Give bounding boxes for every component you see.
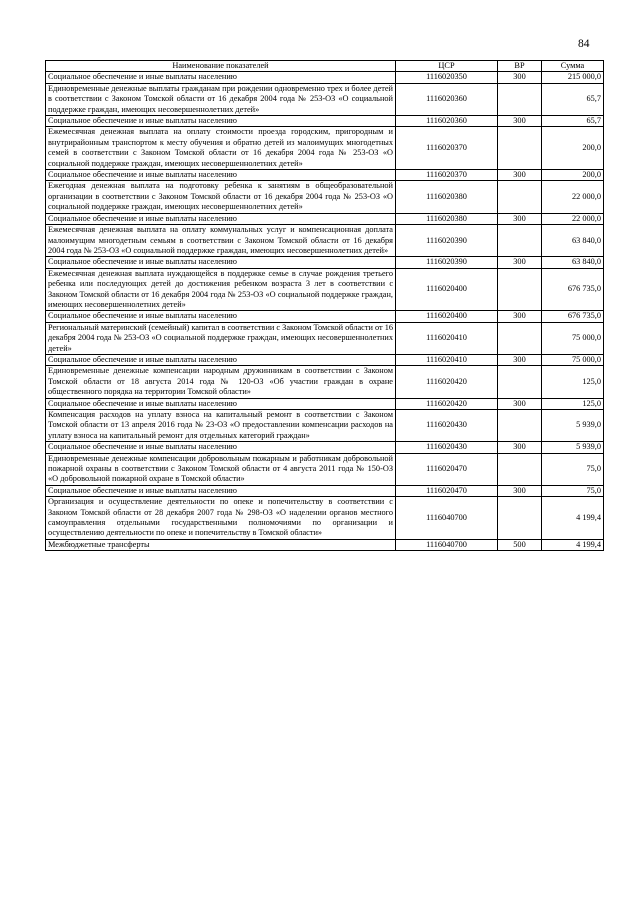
table-row: [46, 72, 604, 83]
row-vr-cell: 500: [498, 539, 542, 550]
row-vr-cell: 300: [498, 213, 542, 224]
table-row: [46, 127, 604, 170]
row-name-cell: Социальное обеспечение и иные выплаты населению: [46, 170, 396, 181]
budget-table: [45, 60, 604, 551]
row-vr-cell: [498, 410, 542, 442]
table-body: [46, 72, 604, 551]
table-row: [46, 410, 604, 442]
row-vr-cell: 300: [498, 485, 542, 496]
row-name-cell: Социальное обеспечение и иные выплаты населению: [46, 213, 396, 224]
table-row: [46, 311, 604, 322]
row-sum-cell: 75,0: [542, 453, 604, 485]
row-name-cell: Ежегодная денежная выплата на подготовку ребенка к занятиям в общеобразовательной организации в соответствии с Законом Томской области от 16 декабря 2004 года № 253-ОЗ «О социальной поддержке граждан, имеющих несовершеннолетних детей»: [46, 181, 396, 213]
header-sum: Сумма: [542, 61, 604, 72]
row-sum-cell: 65,7: [542, 83, 604, 115]
row-name-cell: Ежемесячная денежная выплата на оплату коммунальных услуг и компенсационная доплата малоимущим многодетным семьям в соответствии с Законом Томской области от 16 декабря 2004 года № 253-ОЗ «О социальной поддержке граждан, имеющих несовершеннолетних детей»: [46, 225, 396, 257]
row-vr-cell: 300: [498, 257, 542, 268]
row-sum-cell: 125,0: [542, 398, 604, 409]
row-vr-cell: [498, 225, 542, 257]
row-name-cell: Региональный материнский (семейный) капитал в соответствии с Законом Томской области от 16 декабря 2004 года № 253-ОЗ «О социальной поддержке граждан, имеющих несовершеннолетних детей»: [46, 322, 396, 354]
row-name-cell: Единовременные денежные компенсации народным дружинникам в соответствии с Законом Томской области от 18 августа 2014 года № 120-ОЗ «Об участии граждан в охране общественного порядка на территории Томской области»: [46, 366, 396, 398]
row-sum-cell: 676 735,0: [542, 268, 604, 311]
row-vr-cell: 300: [498, 72, 542, 83]
table-row: [46, 539, 604, 550]
table-header-row: [46, 61, 604, 72]
row-sum-cell: 75,0: [542, 485, 604, 496]
row-csr-cell: 1116020410: [396, 322, 498, 354]
header-csr: ЦСР: [396, 61, 498, 72]
row-sum-cell: 676 735,0: [542, 311, 604, 322]
table-row: [46, 442, 604, 453]
row-name-cell: Социальное обеспечение и иные выплаты населению: [46, 257, 396, 268]
row-sum-cell: 75 000,0: [542, 354, 604, 365]
row-sum-cell: 5 939,0: [542, 442, 604, 453]
row-csr-cell: 1116020470: [396, 485, 498, 496]
row-name-cell: Социальное обеспечение и иные выплаты населению: [46, 485, 396, 496]
row-sum-cell: 200,0: [542, 127, 604, 170]
row-csr-cell: 1116020380: [396, 213, 498, 224]
row-vr-cell: [498, 453, 542, 485]
row-csr-cell: 1116020430: [396, 442, 498, 453]
row-name-cell: Социальное обеспечение и иные выплаты населению: [46, 398, 396, 409]
row-vr-cell: 300: [498, 354, 542, 365]
row-csr-cell: 1116020390: [396, 225, 498, 257]
table-row: [46, 485, 604, 496]
row-vr-cell: [498, 268, 542, 311]
row-csr-cell: 1116020420: [396, 366, 498, 398]
header-vr: ВР: [498, 61, 542, 72]
table-row: [46, 83, 604, 115]
table-row: [46, 497, 604, 540]
row-name-cell: Единовременные денежные выплаты гражданам при рождении одновременно трех и более детей в соответствии с Законом Томской области от 16 декабря 2004 года № 253-ОЗ «О социальной поддержке граждан, имеющих несовершеннолетних детей»: [46, 83, 396, 115]
row-sum-cell: 75 000,0: [542, 322, 604, 354]
table-row: [46, 398, 604, 409]
table-row: [46, 268, 604, 311]
row-sum-cell: 63 840,0: [542, 225, 604, 257]
row-vr-cell: [498, 497, 542, 540]
row-sum-cell: 22 000,0: [542, 213, 604, 224]
row-csr-cell: 1116020410: [396, 354, 498, 365]
row-name-cell: Социальное обеспечение и иные выплаты населению: [46, 311, 396, 322]
row-csr-cell: 1116040700: [396, 497, 498, 540]
row-name-cell: Социальное обеспечение и иные выплаты населению: [46, 354, 396, 365]
row-name-cell: Организация и осуществление деятельности по опеке и попечительству в соответствии с Законом Томской области от 28 декабря 2007 года № 298-ОЗ «О наделении органов местного самоуправления отдельными государственными полномочиями по организации и осуществлению деятельности по опеке и попечительству в Томской области»: [46, 497, 396, 540]
table-row: [46, 366, 604, 398]
table-row: [46, 181, 604, 213]
row-csr-cell: 1116020420: [396, 398, 498, 409]
row-csr-cell: 1116040700: [396, 539, 498, 550]
row-vr-cell: 300: [498, 170, 542, 181]
row-csr-cell: 1116020370: [396, 127, 498, 170]
row-sum-cell: 22 000,0: [542, 181, 604, 213]
row-vr-cell: [498, 366, 542, 398]
row-name-cell: Компенсация расходов на уплату взноса на капитальный ремонт в соответствии с Законом Томской области от 13 апреля 2016 года № 23-ОЗ «О предоставлении компенсации расходов на уплату взноса на капитальный ремонт для отдельных категорий граждан»: [46, 410, 396, 442]
row-name-cell: Социальное обеспечение и иные выплаты населению: [46, 72, 396, 83]
row-csr-cell: 1116020350: [396, 72, 498, 83]
row-csr-cell: 1116020380: [396, 181, 498, 213]
row-vr-cell: [498, 83, 542, 115]
row-csr-cell: 1116020430: [396, 410, 498, 442]
row-sum-cell: 125,0: [542, 366, 604, 398]
table-row: [46, 116, 604, 127]
row-sum-cell: 5 939,0: [542, 410, 604, 442]
row-vr-cell: [498, 181, 542, 213]
row-sum-cell: 4 199,4: [542, 539, 604, 550]
row-csr-cell: 1116020370: [396, 170, 498, 181]
row-vr-cell: [498, 127, 542, 170]
table-row: [46, 453, 604, 485]
row-csr-cell: 1116020360: [396, 116, 498, 127]
row-vr-cell: 300: [498, 116, 542, 127]
table-row: [46, 322, 604, 354]
row-vr-cell: 300: [498, 398, 542, 409]
table-row: [46, 225, 604, 257]
table-row: [46, 354, 604, 365]
row-name-cell: Ежемесячная денежная выплата на оплату стоимости проезда городским, пригородным и внутрирайонным транспортом к месту обучения и обратно детей из малоимущих многодетных семей в соответствии с Законом Томской области от 16 декабря 2004 года № 253-ОЗ «О социальной поддержке граждан, имеющих несовершеннолетних детей»: [46, 127, 396, 170]
row-csr-cell: 1116020360: [396, 83, 498, 115]
row-sum-cell: 63 840,0: [542, 257, 604, 268]
row-name-cell: Социальное обеспечение и иные выплаты населению: [46, 116, 396, 127]
row-sum-cell: 200,0: [542, 170, 604, 181]
row-name-cell: Единовременные денежные компенсации добровольным пожарным и работникам добровольной пожарной охраны в соответствии с Законом Томской области от 4 августа 2011 года № 150-ОЗ «О добровольной пожарной охране в Томской области»: [46, 453, 396, 485]
row-csr-cell: 1116020400: [396, 311, 498, 322]
row-name-cell: Межбюджетные трансферты: [46, 539, 396, 550]
page-number: 84: [578, 38, 590, 50]
header-name: Наименование показателей: [46, 61, 396, 72]
row-sum-cell: 65,7: [542, 116, 604, 127]
row-csr-cell: 1116020390: [396, 257, 498, 268]
row-csr-cell: 1116020400: [396, 268, 498, 311]
row-csr-cell: 1116020470: [396, 453, 498, 485]
row-vr-cell: 300: [498, 442, 542, 453]
row-name-cell: Социальное обеспечение и иные выплаты населению: [46, 442, 396, 453]
table-row: [46, 170, 604, 181]
table-row: [46, 257, 604, 268]
row-name-cell: Ежемесячная денежная выплата нуждающейся в поддержке семье в случае рождения третьего ребенка или последующих детей до достижения ребенком возраста 3 лет в соответствии с Законом Томской области от 16 декабря 2004 года № 253-ОЗ «О социальной поддержке граждан, имеющих несовершеннолетних детей»: [46, 268, 396, 311]
table-row: [46, 213, 604, 224]
row-sum-cell: 4 199,4: [542, 497, 604, 540]
row-sum-cell: 215 000,0: [542, 72, 604, 83]
row-vr-cell: 300: [498, 311, 542, 322]
row-vr-cell: [498, 322, 542, 354]
